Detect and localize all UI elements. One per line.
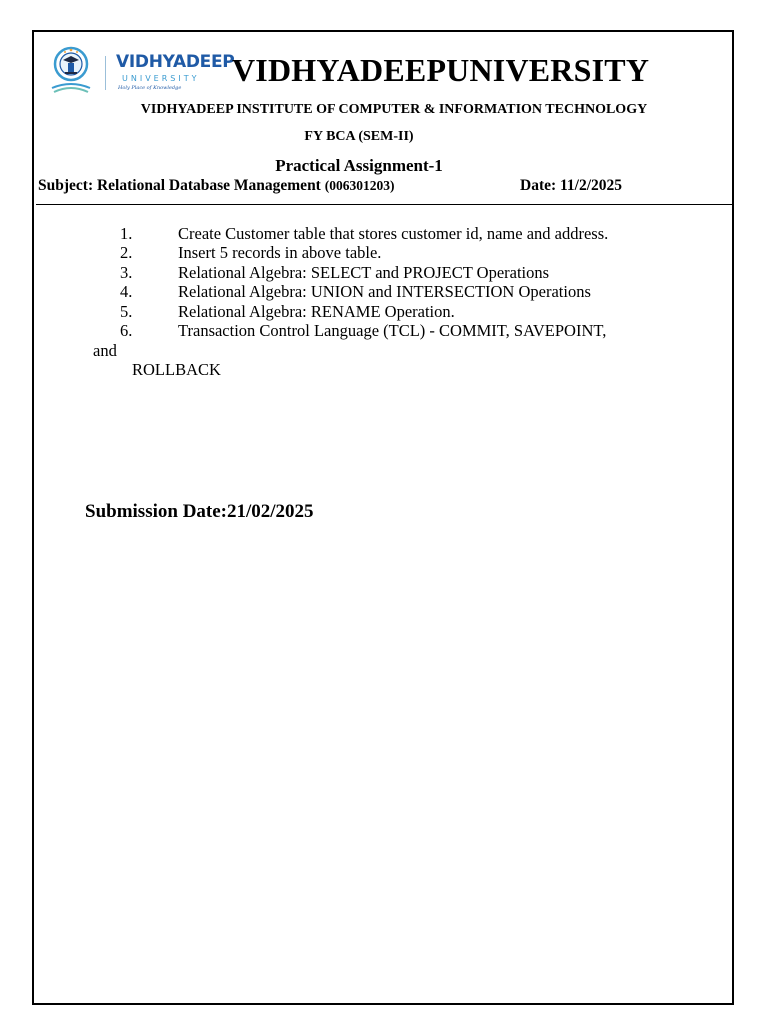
task-number: 2.: [120, 243, 133, 263]
task-text: Relational Algebra: SELECT and PROJECT Operations: [178, 262, 550, 282]
task-6-continuation-rollback: ROLLBACK: [132, 360, 221, 379]
task-number: 6.: [120, 320, 133, 340]
subject-line: [38, 177, 394, 195]
header-divider: [36, 204, 732, 205]
task-number: 3.: [120, 262, 133, 282]
list-item: [0, 243, 768, 262]
list-item: [0, 224, 768, 243]
logo-wordmark: VIDHYADEEP: [116, 52, 235, 72]
subject-label: Subject: Relational Database Management: [38, 177, 325, 194]
task-number: 5.: [120, 301, 133, 321]
list-item: [0, 263, 768, 282]
course-name: FY BCA (SEM-II): [304, 129, 414, 144]
task-text: Transaction Control Language (TCL) - COMMIT, SAVEPOINT,: [178, 320, 607, 340]
task-number: 1.: [120, 224, 133, 243]
logo-tagline: Holy Place of Knowledge: [118, 85, 182, 91]
task-6-continuation: and: [93, 341, 117, 360]
assignment-date: Date: 11/2/2025: [520, 177, 623, 194]
list-item: [0, 321, 768, 340]
logo-subtitle: UNIVERSITY: [122, 74, 200, 83]
list-item: [0, 282, 768, 301]
assignment-title: Practical Assignment-1: [275, 156, 443, 175]
logo-divider: [105, 56, 106, 90]
university-title: VIDHYADEEPUNIVERSITY: [232, 52, 650, 88]
task-text: Relational Algebra: UNION and INTERSECTION Operations: [178, 282, 591, 302]
task-number: 4.: [120, 282, 133, 302]
task-list: [0, 224, 768, 340]
task-text: Create Customer table that stores customer id, name and address.: [178, 224, 609, 243]
submission-date: Submission Date:21/02/2025: [85, 501, 314, 522]
subject-code: (006301203): [324, 178, 395, 193]
task-text: Relational Algebra: RENAME Operation.: [178, 301, 455, 321]
list-item: [0, 302, 768, 321]
institute-name: VIDHYADEEP INSTITUTE OF COMPUTER & INFORMATION TECHNOLOGY: [140, 102, 648, 117]
task-text: Insert 5 records in above table.: [178, 243, 382, 263]
